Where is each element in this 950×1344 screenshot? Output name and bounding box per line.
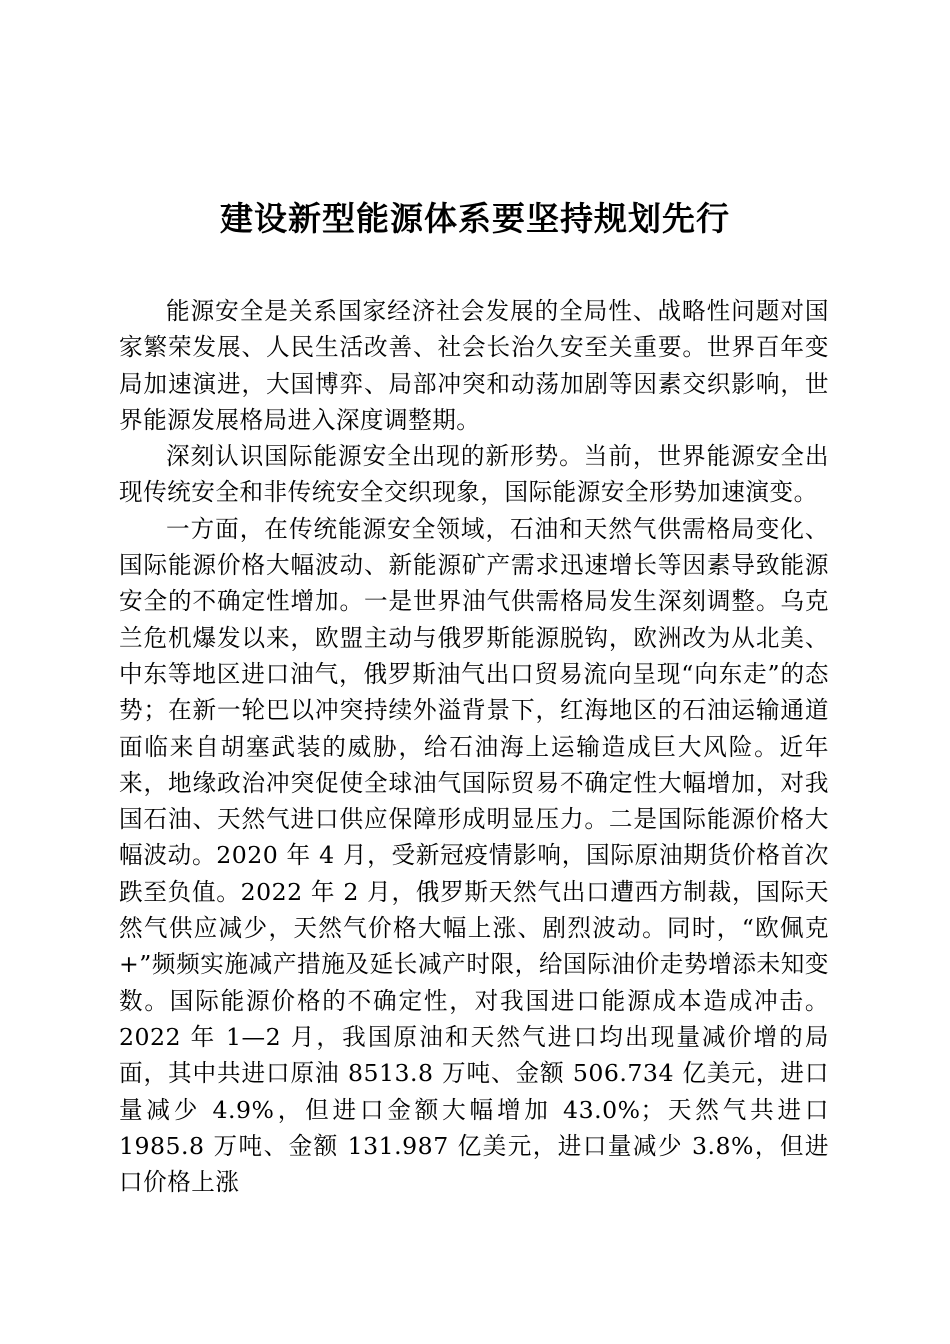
paragraph-3: 一方面，在传统能源安全领域，石油和天然气供需格局变化、国际能源价格大幅波动、新能源矿产需求迅速增长等因素导致能源安全的不确定性增加。一是世界油气供需格局发生深刻调整。乌克兰危机爆发以来，欧盟主动与俄罗斯能源脱钩，欧洲改为从北美、中东等地区进口油气，俄罗斯油气出口贸易流向呈现“向东走”的态势；在新一轮巴以冲突持续外溢背景下，红海地区的石油运输通道面临来自胡塞武装的威胁，给石油海上运输造成巨大风险。近年来，地缘政治冲突促使全球油气国际贸易不确定性大幅增加，对我国石油、天然气进口供应保障形成明显压力。二是国际能源价格大幅波动。2020 年 4 月，受新冠疫情影响，国际原油期货价格首次跌至负值。2022 年 2 月，俄罗斯天然气出口遭西方制裁，国际天然气供应减少，天然气价格大幅上涨、剧烈波动。同时，“欧佩克+”频频实施减产措施及延长减产时限，给国际油价走势增添未知变数。国际能源价格的不确定性，对我国进口能源成本造成冲击。2022 年 1—2 月，我国原油和天然气进口均出现量减价增的局面，其中共进口原油 8513.8 万吨、金额 506.734 亿美元，进口量减少 4.9%，但进口金额大幅增加 43.0%；天然气共进口 1985.8 万吨、金额 131.987 亿美元，进口量减少 3.8%，但进口价格上涨 (119, 514, 829, 1197)
paragraph-2: 深刻认识国际能源安全出现的新形势。当前，世界能源安全出现传统安全和非传统安全交织现象，国际能源安全形势加速演变。 (119, 442, 829, 507)
document-body (119, 293, 829, 1200)
paragraph-1: 能源安全是关系国家经济社会发展的全局性、战略性问题对国家繁荣发展、人民生活改善、社会长治久安至关重要。世界百年变局加速演进，大国博弈、局部冲突和动荡加剧等因素交织影响，世界能源发展格局进入深度调整期。 (119, 297, 829, 434)
document-title: 建设新型能源体系要坚持规划先行 (220, 199, 730, 238)
